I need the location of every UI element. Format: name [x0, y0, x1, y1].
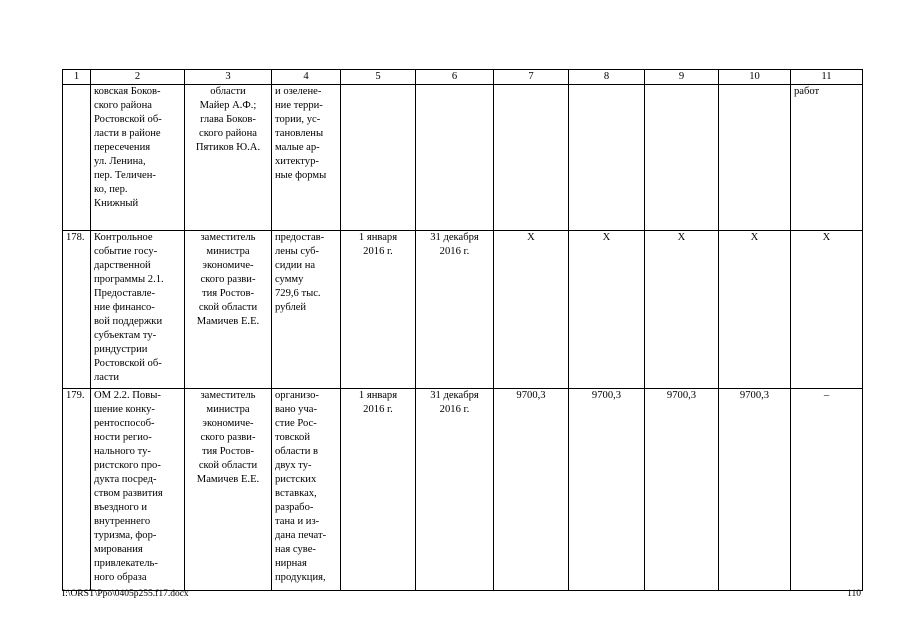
end-date-cell: 31 декабря 2016 г.: [416, 231, 494, 389]
start-date-cell: 1 января 2016 г.: [341, 389, 416, 591]
responsible-cell: заместитель министра экономиче- ского разви- тия Ростов- ской области Мамичев Е.Е.: [185, 231, 272, 389]
column-number: 3: [185, 70, 272, 85]
amount-cell: 9700,3: [569, 389, 645, 591]
column-number: 8: [569, 70, 645, 85]
column-number: 11: [791, 70, 863, 85]
amount-cell: [494, 85, 569, 231]
column-number-row: [63, 70, 863, 85]
row-number-cell: 179.: [63, 389, 91, 591]
page-number: 110: [847, 589, 861, 599]
column-number: 5: [341, 70, 416, 85]
responsible-cell: области Майер А.Ф.; глава Боков- ского района Пятиков Ю.А.: [185, 85, 272, 231]
table-row: [63, 85, 863, 231]
amount-cell: Х: [645, 231, 719, 389]
start-date-cell: 1 января 2016 г.: [341, 231, 416, 389]
amount-cell: Х: [791, 231, 863, 389]
amount-cell: 9700,3: [719, 389, 791, 591]
amount-cell: 9700,3: [494, 389, 569, 591]
schedule-table: [62, 69, 863, 591]
event-name-cell: Контрольное событие госу- дарственной программы 2.1. Предоставле- ние финансо- вой поддержки субъектам ту- риндустрии Ростовской об- ласти: [91, 231, 185, 389]
table-row: [63, 389, 863, 591]
result-cell: и озелене- ние терри- тории, ус- тановлены малые ар- хитектур- ные формы: [272, 85, 341, 231]
result-cell: предостав- лены суб- сидии на сумму 729,6 тыс. рублей: [272, 231, 341, 389]
column-number: 9: [645, 70, 719, 85]
column-number: 7: [494, 70, 569, 85]
column-number: 1: [63, 70, 91, 85]
amount-cell: 9700,3: [645, 389, 719, 591]
file-path: I:\ORST\Ppo\0405p255.f17.docx: [62, 589, 189, 599]
responsible-cell: заместитель министра экономиче- ского разви- тия Ростов- ской области Мамичев Е.Е.: [185, 389, 272, 591]
table-row: [63, 231, 863, 389]
amount-cell: Х: [719, 231, 791, 389]
row-number-cell: [63, 85, 91, 231]
amount-cell: Х: [569, 231, 645, 389]
column-number: 10: [719, 70, 791, 85]
amount-cell: работ: [791, 85, 863, 231]
amount-cell: –: [791, 389, 863, 591]
column-number: 6: [416, 70, 494, 85]
column-number: 2: [91, 70, 185, 85]
start-date-cell: [341, 85, 416, 231]
column-number: 4: [272, 70, 341, 85]
amount-cell: [719, 85, 791, 231]
row-number-cell: 178.: [63, 231, 91, 389]
amount-cell: [645, 85, 719, 231]
event-name-cell: ОМ 2.2. Повы- шение конку- рентоспособ- ности регио- нального ту- ристского про- дукта посред- ством развития въездного и внутреннего туризма, фор- мирования привлекатель- ного образа: [91, 389, 185, 591]
result-cell: организо- вано уча- стие Рос- товской области в двух ту- ристских вставках, разрабо- тана и из- дана печат- ная суве- нирная продукция,: [272, 389, 341, 591]
end-date-cell: 31 декабря 2016 г.: [416, 389, 494, 591]
amount-cell: [569, 85, 645, 231]
amount-cell: Х: [494, 231, 569, 389]
event-name-cell: ковская Боков- ского района Ростовской об- ласти в районе пересечения ул. Ленина, пер. Теличен- ко, пер. Книжный: [91, 85, 185, 231]
end-date-cell: [416, 85, 494, 231]
